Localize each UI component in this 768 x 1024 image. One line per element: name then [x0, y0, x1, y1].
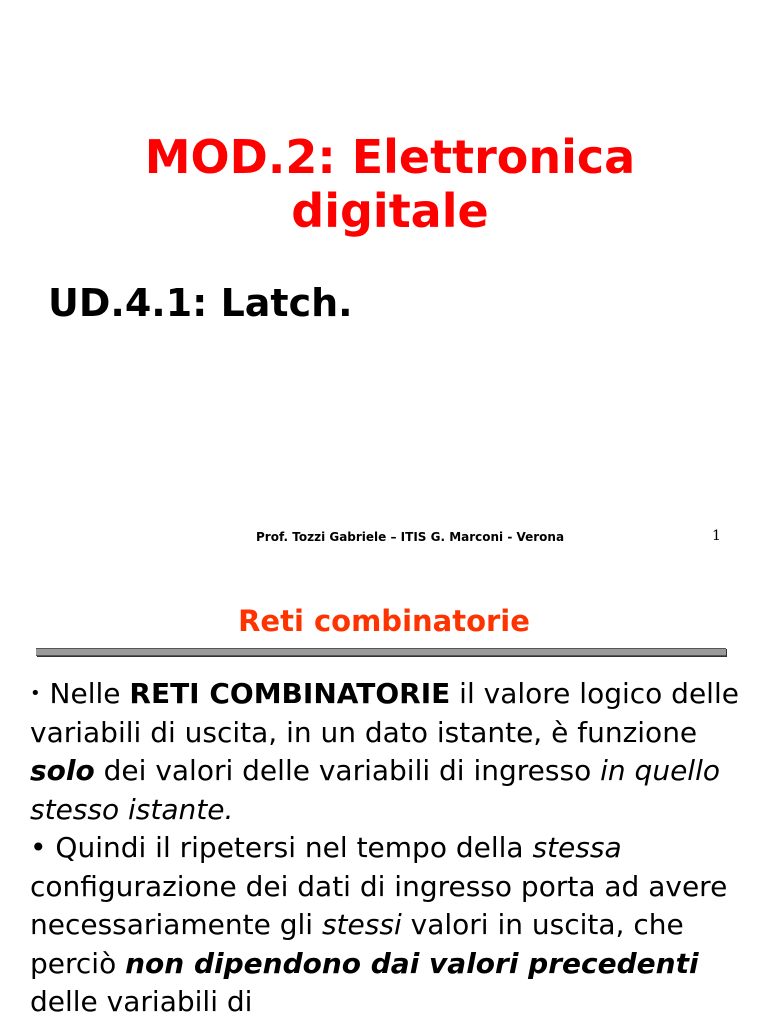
slide-2-body — [30, 675, 742, 1022]
slide-title — [60, 130, 720, 238]
text-run: delle variabili di — [30, 985, 253, 1018]
page-number: 1 — [712, 528, 721, 544]
slide-2 — [0, 575, 768, 1024]
text-run: configurazione dei dati di ingresso porta ad avere necessariamente gli — [30, 869, 728, 941]
title-line-2: digitale — [291, 184, 489, 238]
italic-term: stessi — [321, 908, 402, 941]
slide-footer — [0, 528, 768, 548]
text-run: valori in uscita, che perciò — [30, 908, 684, 980]
slide-2-title: Reti combinatorie — [238, 604, 530, 638]
bold-term: RETI COMBINATORIE — [129, 677, 451, 710]
text-run: il valore logico delle variabili di uscita, in un dato istante, è funzione — [30, 677, 739, 749]
text-run: Nelle — [40, 677, 130, 710]
text-run: dei valori delle variabili di ingresso — [94, 754, 601, 787]
italic-term: in quello stesso istante. — [30, 754, 720, 826]
bold-italic-term: non dipendono dai valori precedenti — [125, 946, 699, 980]
title-line-1: MOD.2: Elettronica — [144, 130, 636, 184]
text-run: Quindi il ripetersi nel tempo della — [46, 831, 533, 864]
slide-subtitle: UD.4.1: Latch. — [48, 281, 353, 325]
bold-italic-term: solo — [30, 754, 95, 787]
bullet-icon: • — [30, 683, 41, 704]
paragraph-2 — [30, 829, 742, 1022]
paragraph-1 — [30, 675, 742, 829]
title-divider — [36, 648, 726, 656]
italic-term: stessa — [532, 831, 622, 864]
footer-author: Prof. Tozzi Gabriele – ITIS G. Marconi - Verona — [256, 530, 565, 544]
bullet-icon: • — [30, 831, 47, 864]
